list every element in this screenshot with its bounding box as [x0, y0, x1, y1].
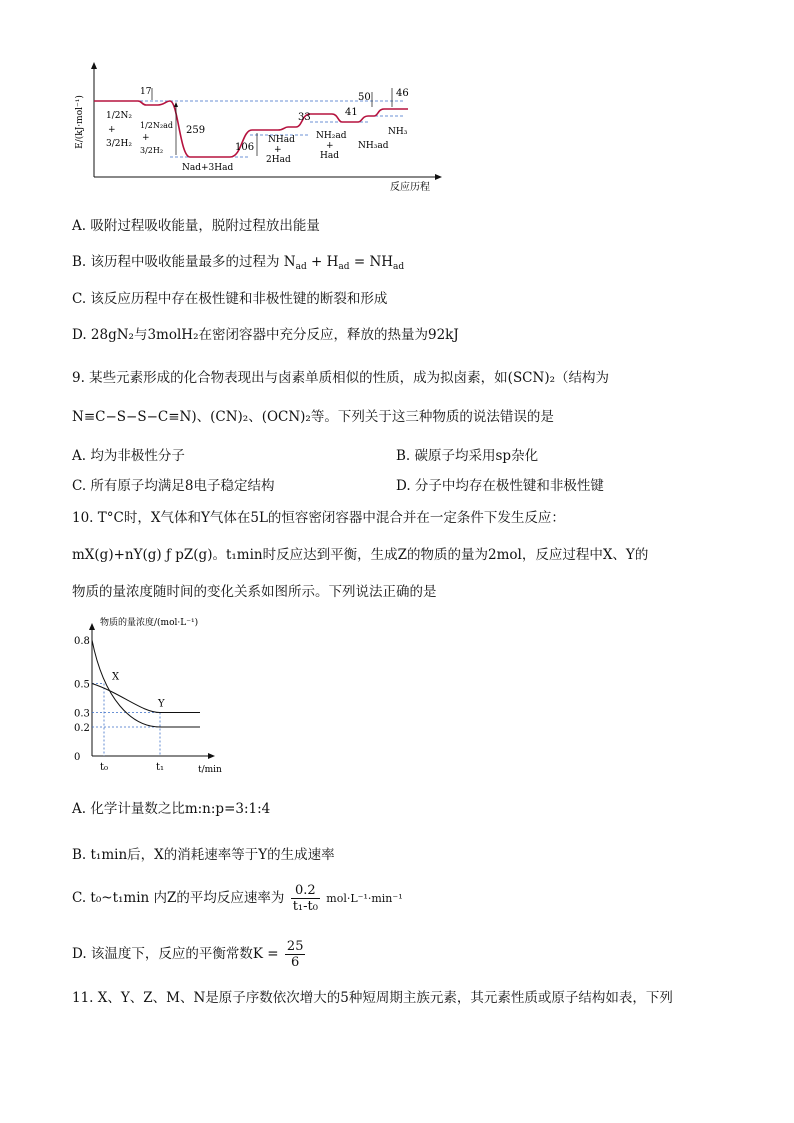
y-tick-label: 0.3	[74, 708, 90, 720]
label-adsorbed-h2: 3/2H₂	[140, 146, 164, 155]
q10-stem-2: mX(g)+nY(g) ƒ pZ(g)。t₁min时反应达到平衡，生成Z的物质的量为2mol，反应过程中X、Y的	[72, 547, 649, 563]
q9-stem-structure: N≡C−S−S−C≡N)、(CN)₂、(OCN)₂等。下列关于这三种物质的说法错误的是	[72, 409, 554, 425]
y-axis-label: E/(kJ·mol⁻¹)	[75, 95, 85, 149]
chart-xlabel: t/min	[198, 765, 222, 775]
q8-option-c: C. 该反应历程中存在极性键和非极性键的断裂和形成	[72, 291, 388, 307]
q9-stem: 9. 某些元素形成的化合物表现出与卤素单质相似的性质，成为拟卤素，如(SCN)₂（结构为	[72, 370, 610, 386]
value-106: 106	[235, 142, 255, 153]
label-adsorbed-n2: 1/2N₂ad	[140, 121, 173, 130]
value-50: 50	[358, 92, 371, 103]
label-reactant-h2: 3/2H₂	[106, 139, 132, 149]
q9-option-c: C. 所有原子均满足8电子稳定结构	[72, 478, 275, 494]
label-nh: NHad	[268, 135, 295, 145]
svg-text:+: +	[274, 145, 282, 155]
label-nh2: NH₂ad	[316, 131, 347, 141]
x-tick-label: t₀	[100, 762, 109, 773]
q10-option-b: B. t₁min后，X的消耗速率等于Y的生成速率	[72, 847, 335, 863]
q10-stem-1: 10. T°C时，X气体和Y气体在5L的恒容密闭容器中混合并在一定条件下发生反应：	[72, 510, 565, 526]
q10-stem-3: 物质的量浓度随时间的变化关系如图所示。下列说法正确的是	[72, 584, 437, 600]
label-2h: 2Had	[266, 155, 291, 165]
q8-option-b: B. 该历程中吸收能量最多的过程为 $N_{ad} + H_{ad} = NH_{ad}$	[72, 254, 405, 272]
series-x-label: X	[112, 671, 120, 683]
q8-option-d: D. 28gN₂与3molH₂在密闭容器中充分反应，释放的热量为92kJ	[72, 327, 459, 343]
svg-text:+: +	[326, 141, 334, 151]
svg-text:+: +	[142, 133, 150, 143]
y-tick-label: 0	[74, 752, 81, 763]
concentration-chart	[70, 612, 240, 777]
label-nh3: NH₃	[388, 127, 408, 137]
q9-option-b: B. 碳原子均采用sp杂化	[396, 448, 539, 464]
x-axis-label: 反应历程	[390, 182, 430, 193]
y-tick-label: 0.5	[74, 679, 90, 691]
q10-option-a: A. 化学计量数之比m:n:p=3:1:4	[72, 801, 271, 817]
label-n-3h: Nad+3Had	[182, 163, 234, 173]
label-h: Had	[320, 151, 339, 161]
label-nh3ad: NH₃ad	[358, 141, 389, 151]
q10-option-c: C. t₀~t₁min 内Z的平均反应速率为 $\frac{0.2}{\text{t₁-t₀}}$ mol·L⁻¹·min⁻¹	[72, 883, 403, 914]
value-17: 17	[140, 87, 152, 97]
chart-ylabel: 物质的量浓度/(mol·L⁻¹)	[100, 618, 199, 628]
label-reactant-n2: 1/2N₂	[106, 111, 132, 121]
svg-text:+: +	[108, 125, 116, 135]
x-tick-label: t₁	[156, 762, 165, 773]
q8-option-a: A. 吸附过程吸收能量，脱附过程放出能量	[72, 218, 320, 234]
y-tick-label: 0.8	[74, 636, 90, 647]
value-259: 259	[186, 125, 206, 136]
q9-option-a: A. 均为非极性分子	[72, 448, 185, 464]
value-33: 33	[298, 112, 311, 123]
q11-stem: 11. X、Y、Z、M、N是原子序数依次增大的5种短周期主族元素，其元素性质或原子结构如表，下列	[72, 990, 673, 1006]
q9-option-d: D. 分子中均存在极性键和非极性键	[396, 478, 604, 494]
value-46: 46	[396, 88, 409, 99]
series-x-curve	[92, 640, 200, 727]
series-y-label: Y	[158, 698, 165, 710]
energy-diagram	[70, 60, 450, 195]
value-41: 41	[345, 107, 358, 118]
y-tick-label: 0.2	[74, 723, 90, 734]
q10-option-d: D. 该温度下，反应的平衡常数K = $\frac{25}{6}$	[72, 939, 304, 970]
